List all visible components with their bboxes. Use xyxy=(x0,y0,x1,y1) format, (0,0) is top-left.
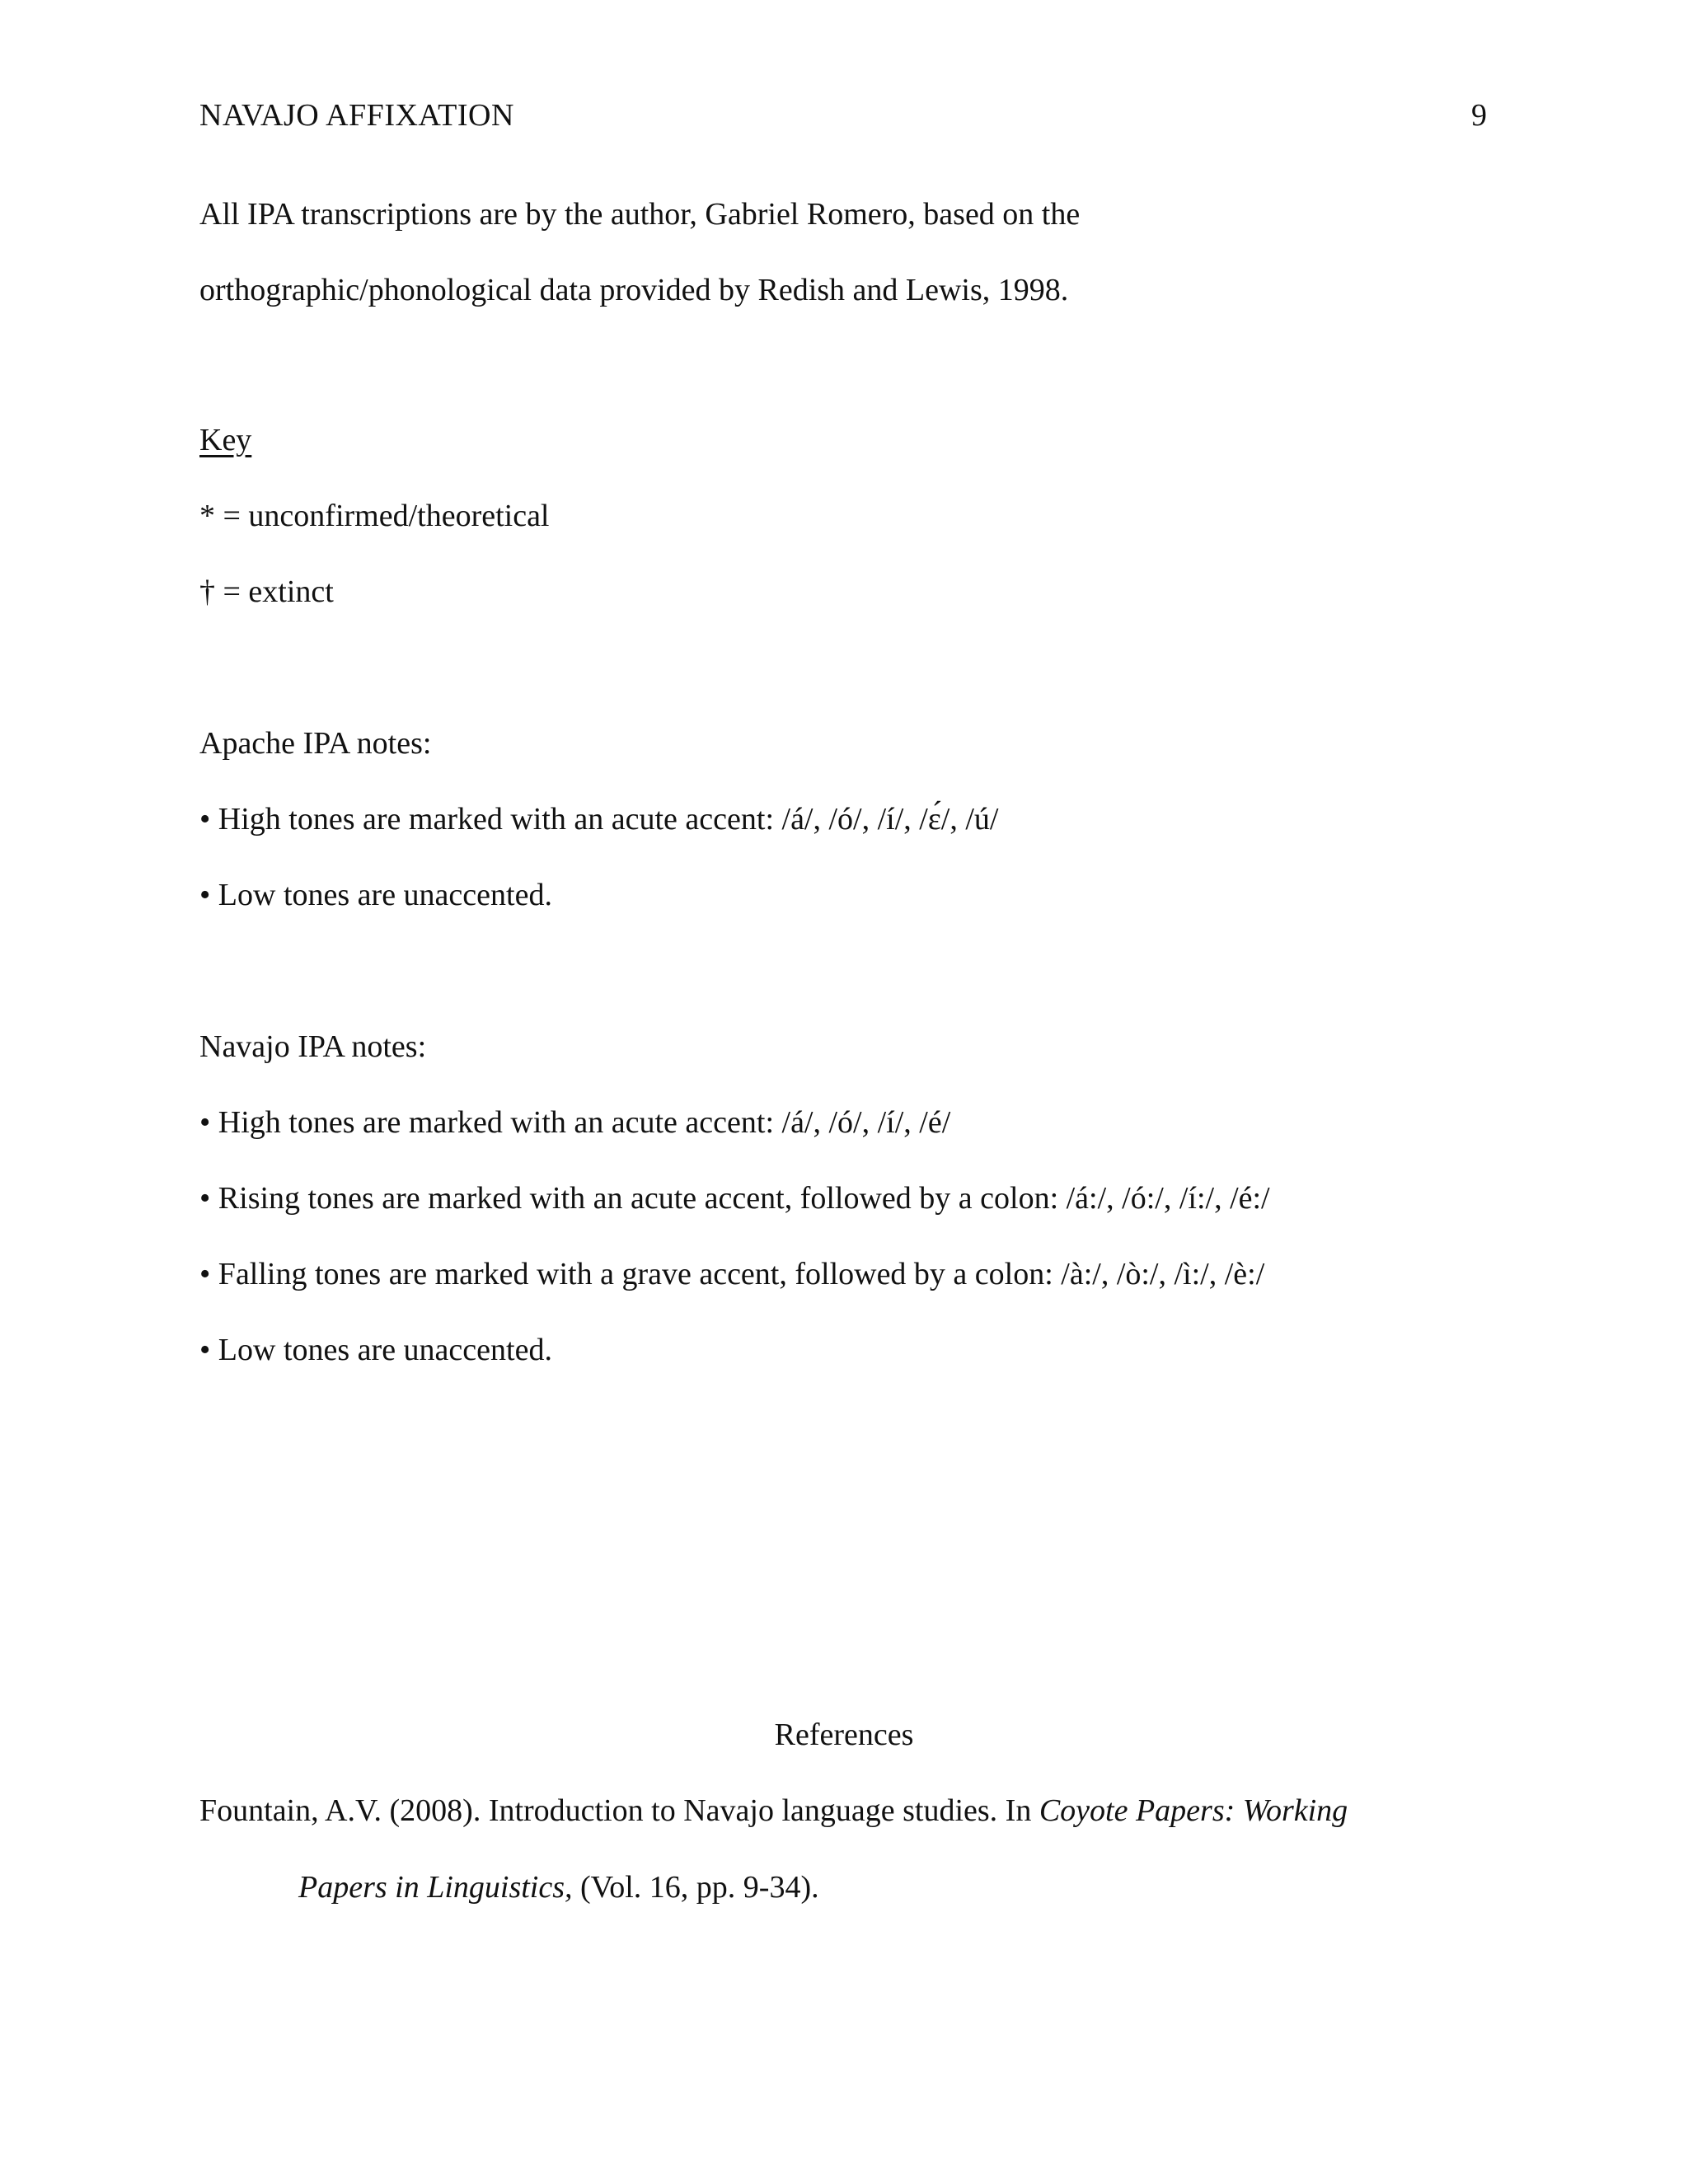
references-heading: References xyxy=(774,1718,914,1752)
reference-entry-line-1 xyxy=(199,1793,1348,1829)
key-heading: Key xyxy=(199,423,252,457)
page-number: 9 xyxy=(1471,98,1487,133)
reference-entry-volume: (Vol. 16, pp. 9-34). xyxy=(572,1870,819,1905)
running-head: NAVAJO AFFIXATION xyxy=(199,98,514,133)
apache-note-high-tones: • High tones are marked with an acute accent: /á/, /ó/, /í/, /ɛ́/, /ú/ xyxy=(199,802,999,837)
reference-entry-text: Fountain, A.V. (2008). Introduction to Navajo language studies. In xyxy=(199,1793,1039,1828)
reference-entry-title-part-1: Coyote Papers: Working xyxy=(1039,1793,1348,1828)
apache-notes-heading: Apache IPA notes: xyxy=(199,726,432,761)
apache-note-low-tones: • Low tones are unaccented. xyxy=(199,878,552,912)
navajo-note-high-tones: • High tones are marked with an acute accent: /á/, /ó/, /í/, /é/ xyxy=(199,1105,951,1140)
reference-entry-title-part-2: Papers in Linguistics, xyxy=(298,1870,573,1905)
intro-line-1: All IPA transcriptions are by the author, Gabriel Romero, based on the xyxy=(199,197,1081,232)
key-item-unconfirmed: * = unconfirmed/theoretical xyxy=(199,499,550,533)
intro-line-2: orthographic/phonological data provided by Redish and Lewis, 1998. xyxy=(199,273,1069,307)
navajo-notes-heading: Navajo IPA notes: xyxy=(199,1029,427,1064)
navajo-note-rising-tones: • Rising tones are marked with an acute accent, followed by a colon: /á:/, /ó:/, /í:/, /é:/ xyxy=(199,1181,1270,1216)
key-item-extinct: † = extinct xyxy=(199,574,334,609)
navajo-note-low-tones: • Low tones are unaccented. xyxy=(199,1333,552,1367)
reference-entry-line-2 xyxy=(298,1869,819,1905)
navajo-note-falling-tones: • Falling tones are marked with a grave accent, followed by a colon: /à:/, /ò:/, /ì:/, /è:/ xyxy=(199,1257,1265,1291)
